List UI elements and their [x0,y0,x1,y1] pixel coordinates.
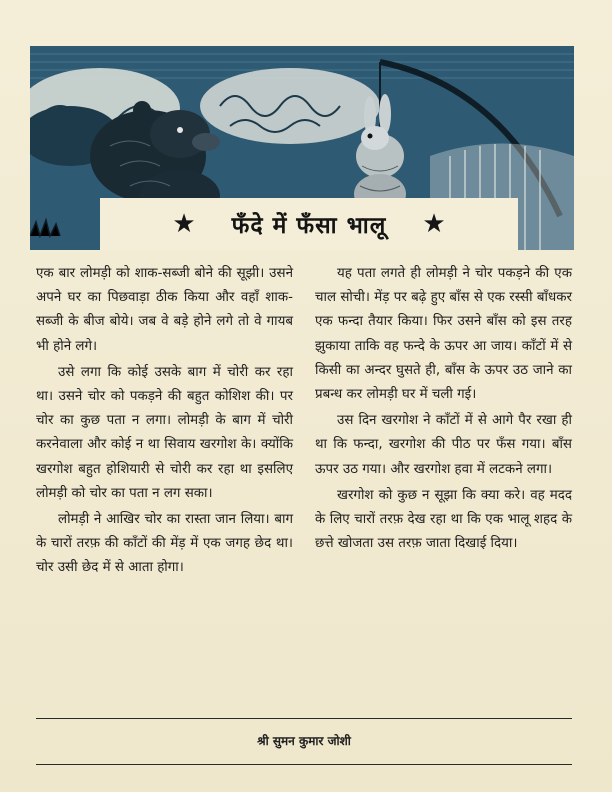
paragraph: खरगोश को कुछ न सूझा कि क्या करे। वह मदद के लिए चारों तरफ़ देख रहा था कि एक भालू शहद के छत्ते खोजता उस तरफ़ जाता दिखाई दिया। [315,487,572,552]
star-icon-left: ★ [172,209,196,239]
story-title: फँदे में फँसा भालू [231,213,387,239]
author-credit: श्री सुमन कुमार जोशी [257,734,351,748]
title-banner [100,198,518,250]
left-column [36,262,293,702]
story-illustration [30,46,574,250]
paragraph: लोमड़ी ने आखिर चोर का रास्ता जान लिया। बाग के चारों तरफ़ की काँटों की मेंड़ में एक जगह छेद था। चोर उसी छेद में से आता होगा। [36,512,293,576]
paragraph: उस दिन खरगोश ने काँटों में से आगे पैर रखा ही था कि फन्दा, खरगोश की पीठ पर फँस गया। बाँस ऊपर उठ गया। और खरगोश हवा में लटकने लगा। [315,413,572,477]
divider-top [36,718,572,719]
paragraph: यह पता लगते ही लोमड़ी ने चोर पकड़ने की एक चाल सोची। मेंड़ पर बढ़े हुए बाँस से एक रस्सी बाँधकर एक फन्दा तैयार किया। फिर उसने बाँस को इस तरह झुकाया ताकि वह फन्दे के ऊपर आ जाय। काँटों में से किसी का अन्दर घुसते ही, बाँस के ऊपर उठ जाने का प्रबन्ध कर लोमड़ी घर में चली गई। [315,266,572,403]
paragraph: एक बार लोमड़ी को शाक-सब्जी बोने की सूझी। उसने अपने घर का पिछवाड़ा ठीक किया और वहाँ शाक-सब्जी के बीज बोये। जब वे बड़े होने लगे तो वे गायब भी होने लगे। [36,266,293,354]
star-icon-right: ★ [422,209,446,239]
paragraph: उसे लगा कि कोई उसके बाग में चोरी कर रहा था। उसने चोर को पकड़ने की बहुत कोशिश की। पर चोर का कुछ पता न लगा। लोमड़ी के बाग में चोरी करनेवाला और कोई न था सिवाय खरगोश के। क्योंकि खरगोश बहुत होशियारी से चोरी कर रहा था इसलिए लोमड़ी को चोर का पता न लग सका। [36,364,293,501]
right-column [315,262,572,702]
story-body [36,262,572,702]
divider-bottom [36,764,572,765]
